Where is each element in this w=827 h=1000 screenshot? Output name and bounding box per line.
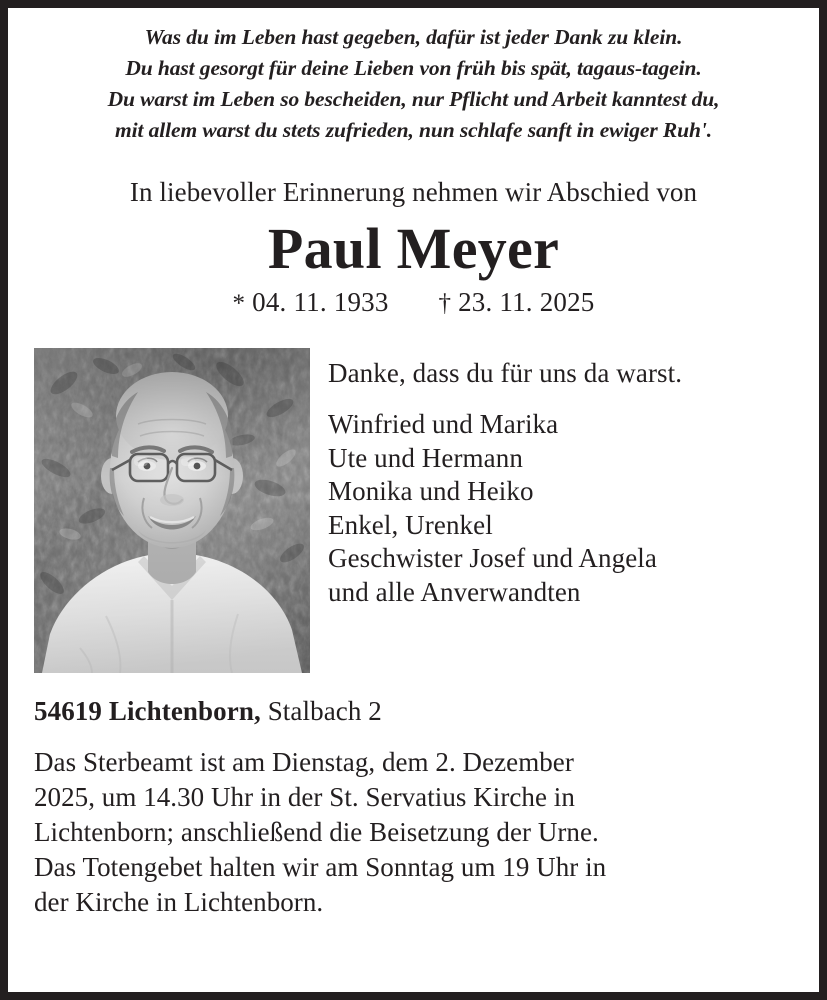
family-member: Winfried und Marika [328,409,559,439]
portrait-photo [34,348,310,673]
portrait-and-family-section [26,348,801,673]
birth-date: 04. 11. 1933 [252,287,389,317]
poem-line-1: Was du im Leben hast gegeben, dafür ist jeder Dank zu klein. [144,25,683,49]
death-cross-icon: † [438,290,452,317]
funeral-details [26,745,801,920]
death-date: 23. 11. 2025 [458,287,595,317]
detail-line-4: Das Totengebet halten wir am Sonntag um 19 Uhr in [34,852,607,882]
poem-line-3: Du warst im Leben so bescheiden, nur Pflicht und Arbeit kanntest du, [107,87,720,111]
family-member: Enkel, Urenkel [328,509,493,540]
life-dates [26,287,801,319]
family-member: Monika und Heiko [328,476,534,506]
family-column [310,348,801,609]
detail-line-3: Lichtenborn; anschließend die Beisetzung der Urne. [34,817,599,847]
street-address: Stalbach 2 [267,696,382,726]
detail-line-1: Das Sterbeamt ist am Dienstag, dem 2. Dezember [34,747,574,777]
postal-city: 54619 Lichtenborn, [34,696,261,726]
birth-star-icon: * [232,290,246,317]
deceased-name: Paul Meyer [267,216,560,281]
memorial-poem [26,22,801,146]
family-member: und alle Anverwandten [328,576,581,607]
detail-line-5: der Kirche in Lichtenborn. [34,887,324,917]
family-member: Ute und Hermann [328,442,523,473]
notice-inner [8,8,819,992]
detail-line-2: 2025, um 14.30 Uhr in der St. Servatius Kirche in [34,782,575,812]
farewell-salutation: In liebevoller Erinnerung nehmen wir Abschied von [129,177,698,207]
family-member: Geschwister Josef und Angela [328,543,657,573]
poem-line-2: Du hast gesorgt für deine Lieben von früh bis spät, tagaus-tagein. [125,56,702,80]
address-line [26,695,801,727]
poem-line-4: mit allem warst du stets zufrieden, nun schlafe sanft in ewiger Ruh'. [114,118,712,142]
thanks-message: Danke, dass du für uns da warst. [328,358,683,388]
